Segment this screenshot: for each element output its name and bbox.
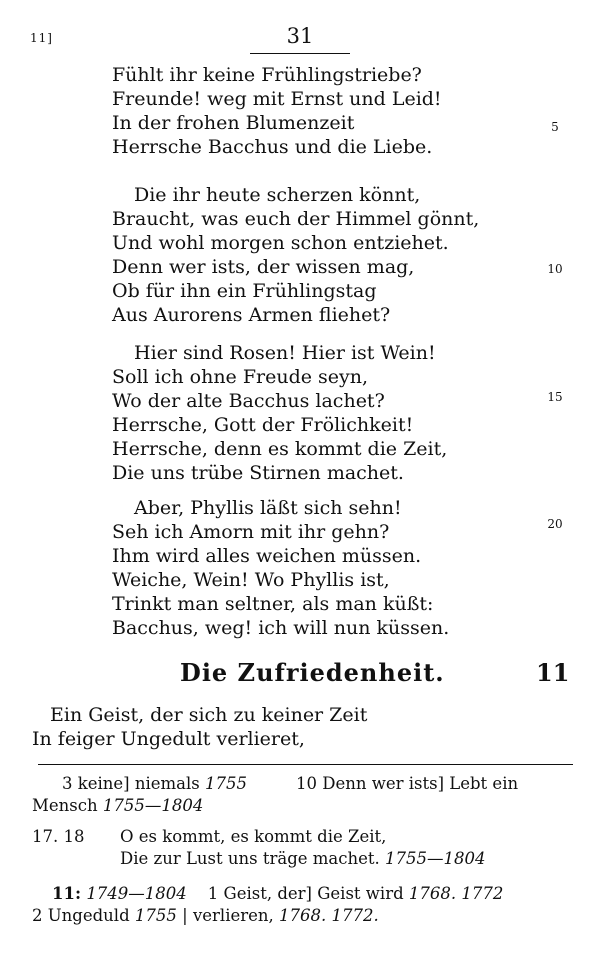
- apparatus-source: 1755: [205, 774, 248, 793]
- poem-number: 11: [536, 658, 570, 687]
- verse-line: Soll ich ohne Freude seyn,: [112, 366, 369, 388]
- verse-line: Freunde! weg mit Ernst und Leid!: [112, 88, 442, 110]
- verse-line: Fühlt ihr keine Frühlingstriebe?: [112, 64, 422, 86]
- apparatus-separator: |: [182, 906, 188, 925]
- page-number: 31: [286, 24, 314, 48]
- apparatus-poem-label: 11:: [52, 884, 82, 903]
- verse-line: Herrsche, denn es kommt die Zeit,: [112, 438, 448, 460]
- verse-line: Bacchus, weg! ich will nun küssen.: [112, 617, 450, 639]
- apparatus-lemma: verlieren,: [192, 906, 274, 925]
- verse-line: Herrsche, Gott der Frölichkeit!: [112, 414, 414, 436]
- verse-line: Und wohl morgen schon entziehet.: [112, 232, 449, 254]
- verse-line: Die ihr heute scherzen könnt,: [134, 184, 421, 206]
- apparatus-source: 1772: [461, 884, 504, 903]
- verse-line: Seh ich Amorn mit ihr gehn?: [112, 521, 390, 543]
- apparatus-lemma: 3 keine] niemals: [62, 774, 200, 793]
- verse-line: Ihm wird alles weichen müssen.: [112, 545, 422, 567]
- apparatus-lemma: Mensch: [32, 796, 98, 815]
- line-number: 5: [551, 120, 559, 134]
- apparatus-ref: 17. 18: [32, 827, 85, 846]
- apparatus-variant-text: Die zur Lust uns träge machet.: [120, 849, 380, 868]
- footnote-rule: [38, 764, 573, 765]
- header-section-marker: 11]: [30, 31, 53, 45]
- verse-line: Trinkt man seltner, als man küßt:: [112, 593, 434, 615]
- verse-line: Herrsche Bacchus und die Liebe.: [112, 136, 433, 158]
- apparatus-source: 1768.: [408, 884, 457, 903]
- verse-line: In feiger Ungedult verlieret,: [32, 728, 305, 750]
- verse-line: In der frohen Blumenzeit: [112, 112, 355, 134]
- verse-line: Wo der alte Bacchus lachet?: [112, 390, 385, 412]
- verse-line: Die uns trübe Stirnen machet.: [112, 462, 404, 484]
- apparatus-note-cont: [32, 905, 379, 927]
- apparatus-source: 1772.: [331, 906, 379, 925]
- apparatus-note: [52, 883, 503, 905]
- apparatus-source: 1749—1804: [86, 884, 187, 903]
- verse-line: Weiche, Wein! Wo Phyllis ist,: [112, 569, 390, 591]
- apparatus-source: 1755—1804: [385, 849, 486, 868]
- verse-line: Ein Geist, der sich zu keiner Zeit: [50, 704, 368, 726]
- apparatus-note: [62, 773, 247, 795]
- verse-line: Hier sind Rosen! Hier ist Wein!: [134, 342, 436, 364]
- verse-line: Aus Aurorens Armen fliehet?: [112, 304, 391, 326]
- verse-line: Denn wer ists, der wissen mag,: [112, 256, 415, 278]
- apparatus-source: 1768.: [279, 906, 327, 925]
- apparatus-lemma: 1 Geist, der] Geist wird: [207, 884, 404, 903]
- apparatus-lemma: 2 Ungeduld: [32, 906, 130, 925]
- line-number: 15: [547, 390, 563, 404]
- header-rule: [250, 53, 350, 54]
- apparatus-lemma: 10 Denn wer ists] Lebt ein: [296, 774, 519, 793]
- apparatus-source: 1755: [134, 906, 177, 925]
- verse-line: Ob für ihn ein Frühlingstag: [112, 280, 377, 302]
- verse-line: Aber, Phyllis läßt sich sehn!: [134, 497, 402, 519]
- poem-title: Die Zufriedenheit.: [180, 658, 445, 687]
- line-number: 10: [547, 262, 563, 276]
- apparatus-source: 1755—1804: [102, 796, 204, 815]
- apparatus-note-cont: [32, 795, 203, 817]
- apparatus-variant-line: O es kommt, es kommt die Zeit,: [120, 827, 387, 846]
- apparatus-variant-line: [120, 848, 486, 870]
- verse-line: Braucht, was euch der Himmel gönnt,: [112, 208, 480, 230]
- line-number: 20: [547, 517, 563, 531]
